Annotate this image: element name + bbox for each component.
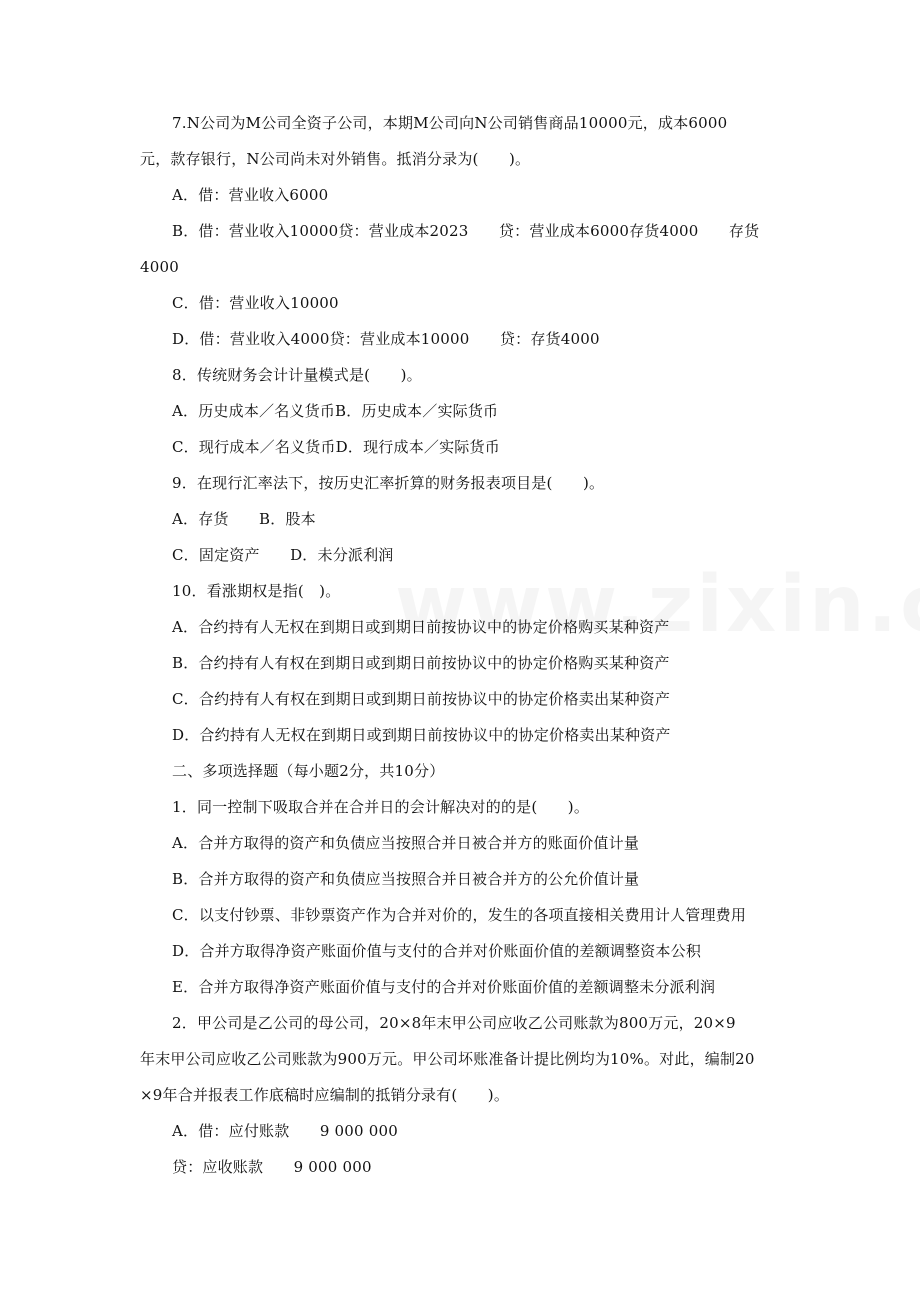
question-9-stem: 9．在现行汇率法下，按历史汇率折算的财务报表项目是( )。 xyxy=(172,474,605,492)
mc-question-2-option-a-debit: A．借：应付账款 9 000 000 xyxy=(172,1122,398,1140)
question-10-option-d: D．合约持有人无权在到期日或到期日前按协议中的协定价格卖出某种资产 xyxy=(172,726,671,744)
mc-question-1-option-e: E．合并方取得净资产账面价值与支付的合并对价账面价值的差额调整未分派利润 xyxy=(172,978,716,996)
mc-question-2-stem-line-1: 2．甲公司是乙公司的母公司，20×8年末甲公司应收乙公司账款为800万元，20×9 xyxy=(172,1014,736,1032)
question-7-option-d: D．借：营业收入4000贷：营业成本10000 贷：存货4000 xyxy=(172,330,600,348)
question-10-stem: 10．看涨期权是指( )。 xyxy=(172,582,341,600)
section-heading-multiple-choice: 二、多项选择题（每小题2分，共10分） xyxy=(172,762,445,780)
question-8-options-ab: A．历史成本／名义货币B．历史成本／实际货币 xyxy=(172,402,499,420)
mc-question-2-stem-line-3: ×9年合并报表工作底稿时应编制的抵销分录有( )。 xyxy=(140,1086,510,1104)
mc-question-1-option-d: D．合并方取得净资产账面价值与支付的合并对价账面价值的差额调整资本公积 xyxy=(172,942,702,960)
question-7-option-b-line-1: B．借：营业收入10000贷：营业成本2023 贷：营业成本6000存货4000 存货 xyxy=(172,222,760,240)
question-10-option-a: A．合约持有人无权在到期日或到期日前按协议中的协定价格购买某种资产 xyxy=(172,618,670,636)
question-10-option-b: B．合约持有人有权在到期日或到期日前按协议中的协定价格购买某种资产 xyxy=(172,654,670,672)
question-8-stem: 8．传统财务会计计量模式是( )。 xyxy=(172,366,422,384)
mc-question-1-stem: 1．同一控制下吸取合并在合并日的会计解决对的的是( )。 xyxy=(172,798,590,816)
question-7-stem-line-1: 7.N公司为M公司全资子公司，本期M公司向N公司销售商品10000元，成本6000 xyxy=(172,114,728,132)
question-9-options-ab: A．存货 B．股本 xyxy=(172,510,316,528)
question-9-options-cd: C．固定资产 D．未分派利润 xyxy=(172,546,394,564)
mc-question-2-stem-line-2: 年末甲公司应收乙公司账款为900万元。甲公司坏账准备计提比例均为10%。对此，编制20 xyxy=(140,1050,755,1068)
mc-question-1-option-b: B．合并方取得的资产和负债应当按照合并日被合并方的公允价值计量 xyxy=(172,870,640,888)
question-7-stem-line-2: 元，款存银行，N公司尚未对外销售。抵消分录为( )。 xyxy=(140,150,531,168)
question-7-option-c: C．借：营业收入10000 xyxy=(172,294,339,312)
question-7-option-b-line-2: 4000 xyxy=(140,258,179,276)
mc-question-2-option-a-credit: 贷：应收账款 9 000 000 xyxy=(172,1158,372,1176)
mc-question-1-option-a: A．合并方取得的资产和负债应当按照合并日被合并方的账面价值计量 xyxy=(172,834,640,852)
question-7-option-a: A．借：营业收入6000 xyxy=(172,186,329,204)
question-8-options-cd: C．现行成本／名义货币D．现行成本／实际货币 xyxy=(172,438,500,456)
mc-question-1-option-c: C．以支付钞票、非钞票资产作为合并对价的，发生的各项直接相关费用计人管理费用 xyxy=(172,906,747,924)
question-10-option-c: C．合约持有人有权在到期日或到期日前按协议中的协定价格卖出某种资产 xyxy=(172,690,671,708)
